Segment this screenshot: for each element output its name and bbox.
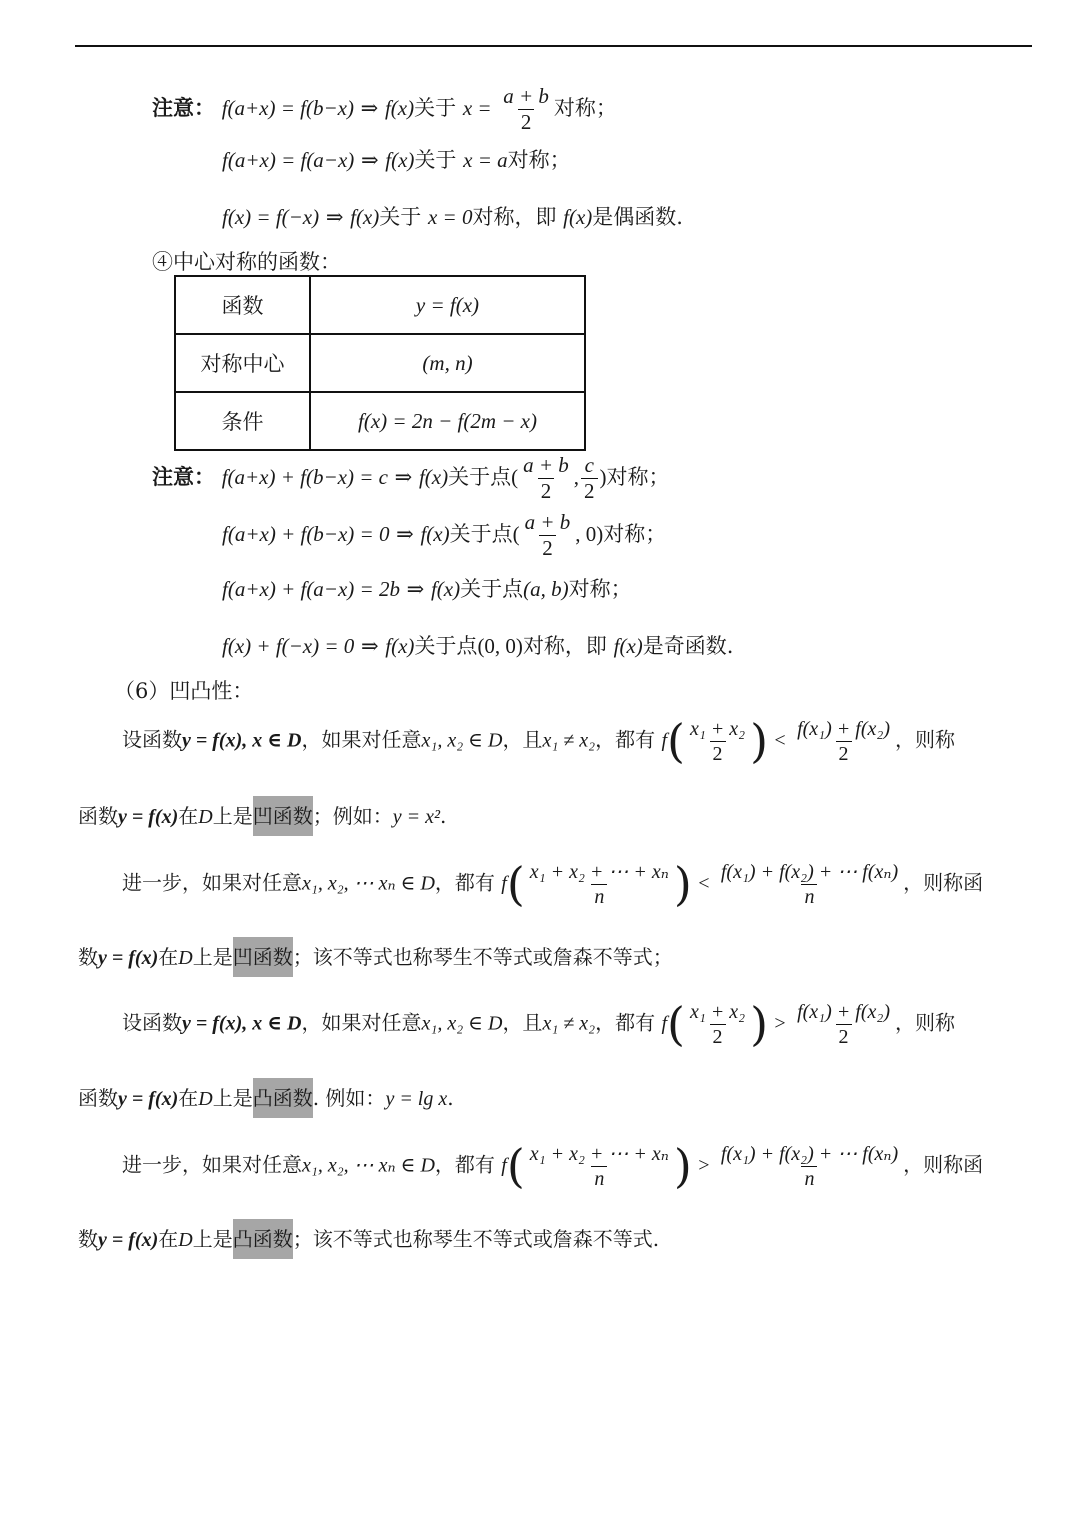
function-symbol: f(x) <box>563 205 593 229</box>
fraction-denominator: 2 <box>836 741 852 764</box>
text-tail: 对称； <box>606 465 670 489</box>
table-cell-label: 条件 <box>175 392 310 450</box>
relation-symbol: < <box>698 872 710 895</box>
text-tail: 是奇函数. <box>642 634 734 658</box>
argument-fraction <box>687 719 748 764</box>
text-about: 关于 <box>414 96 457 120</box>
domain-symbol: D <box>198 806 213 828</box>
paren-close: ) <box>750 997 769 1051</box>
para-text: 上是 <box>212 1086 253 1110</box>
note2-line2 <box>222 512 666 559</box>
para-text: ，如果对任意 <box>301 727 422 752</box>
note1-line2 <box>222 150 571 171</box>
function-expression: y = f(x) <box>98 947 159 969</box>
fraction-numerator: a + b <box>503 84 549 108</box>
average-fraction <box>718 862 901 907</box>
axis-expression: x = 0 <box>427 205 473 229</box>
para3-line1 <box>122 997 955 1051</box>
note-label: 注意： <box>152 95 215 120</box>
text-about: 关于点 <box>448 465 512 489</box>
implies-arrow: ⇒ <box>406 577 425 601</box>
para-text: ，则称函 <box>903 870 984 895</box>
fraction-denominator: 2 <box>836 1024 852 1047</box>
fraction-numerator: f(x₁) + f(x₂) <box>797 717 890 740</box>
center-x-fraction <box>520 455 572 502</box>
axis-prefix: x = <box>462 96 492 120</box>
fraction-denominator: n <box>801 1166 817 1189</box>
para-text: ，如果对任意 <box>301 1010 422 1035</box>
paren-open: ( <box>506 1139 525 1193</box>
para-text: 在 <box>158 1227 179 1251</box>
variable-set: x₁, x₂ ∈ D <box>421 1012 503 1035</box>
axis-expression: x = a <box>463 148 508 172</box>
highlighted-term: 凸函数 <box>233 1219 293 1259</box>
implies-arrow: ⇒ <box>360 96 379 120</box>
function-symbol: f(x) <box>418 465 449 489</box>
average-fraction <box>794 719 893 764</box>
function-symbol: f <box>661 1012 667 1035</box>
inequality-condition: x₁ ≠ x₂ <box>542 729 596 752</box>
fraction-denominator: 2 <box>710 1024 726 1047</box>
function-symbol: f <box>501 1154 507 1177</box>
table-row <box>175 334 585 392</box>
center-point: (a, b) <box>523 577 569 601</box>
paren-open: ( <box>511 465 519 489</box>
para-text: 在 <box>158 945 179 969</box>
variable-set: x₁, x₂ ∈ D <box>421 729 503 752</box>
para-text: 函数 <box>78 1086 118 1110</box>
implies-arrow: ⇒ <box>325 205 344 229</box>
para-text: 在 <box>178 1086 199 1110</box>
para-text: 数 <box>78 945 98 969</box>
para-text: 函数 <box>78 804 118 828</box>
formula-lhs: f(a+x) + f(b−x) = c <box>221 465 388 489</box>
formula-lhs: f(a+x) + f(a−x) = 2b <box>222 577 400 601</box>
para-text: . <box>439 804 447 828</box>
function-symbol: f(x) <box>385 148 415 172</box>
domain-symbol: D <box>178 1229 193 1251</box>
text-about: 关于点 <box>449 522 513 546</box>
para-text: ，则称函 <box>903 1152 984 1177</box>
function-symbol: f <box>501 872 507 895</box>
function-definition: y = f(x), x ∈ D <box>182 729 302 752</box>
variable-set: x₁, x₂, ⋯ xₙ ∈ D <box>302 1154 435 1177</box>
argument-fraction <box>527 1144 672 1189</box>
table-cell-value: (m, n) <box>310 334 585 392</box>
fraction-numerator: c <box>584 453 594 477</box>
text-tail: 是偶函数. <box>592 205 683 229</box>
fraction-denominator: n <box>591 884 607 907</box>
fraction-numerator: a + b <box>524 510 571 534</box>
fraction-denominator: n <box>801 884 817 907</box>
para-text: ；例如： <box>312 804 393 828</box>
para-text: . <box>447 1086 454 1110</box>
paren-close: , 0) <box>575 522 604 546</box>
para1-line1 <box>122 714 955 768</box>
para-text: ，则称 <box>894 1010 955 1035</box>
para-text: 设函数 <box>122 727 182 752</box>
argument-fraction <box>687 1002 748 1047</box>
table-cell-label: 函数 <box>175 276 310 334</box>
text-tail: 对称； <box>553 96 617 120</box>
average-fraction <box>718 1144 901 1189</box>
example-expression: y = lg x <box>385 1088 448 1110</box>
paren-open: ( <box>667 997 685 1051</box>
fraction-denominator: 2 <box>518 109 535 133</box>
paren-open: ( <box>506 857 525 911</box>
function-symbol: f(x) <box>385 634 415 658</box>
para-text: 设函数 <box>122 1010 182 1035</box>
fraction-denominator: 2 <box>581 478 598 502</box>
note2-line4 <box>222 636 733 657</box>
fraction-denominator: 2 <box>539 535 556 559</box>
highlighted-term: 凹函数 <box>233 937 293 977</box>
section6-title: （6）凹凸性： <box>114 679 254 703</box>
domain-symbol: D <box>178 947 193 969</box>
paren-close: ) <box>673 1139 692 1193</box>
para-text: 上是 <box>212 804 253 828</box>
note1-line1 <box>152 86 617 133</box>
paren-close: ) <box>750 714 769 768</box>
fraction-numerator: x₁ + x₂ <box>689 1000 746 1023</box>
fraction-denominator: 2 <box>710 741 726 764</box>
axis-fraction <box>500 86 552 133</box>
function-expression: y = f(x) <box>98 1229 159 1251</box>
formula-lhs: f(a+x) = f(a−x) <box>222 148 355 172</box>
text-tail: 对称； <box>507 148 571 172</box>
para-text: 进一步，如果对任意 <box>122 870 302 895</box>
function-expression: y = f(x) <box>118 806 179 828</box>
text-tail: 对称，即 <box>472 205 557 229</box>
section4-title: ④中心对称的函数： <box>152 250 341 274</box>
implies-arrow: ⇒ <box>396 522 414 546</box>
relation-symbol: < <box>774 729 786 752</box>
para4-line2 <box>78 1229 659 1250</box>
note2-line3 <box>222 579 632 600</box>
para-text: 上是 <box>192 1227 233 1251</box>
para2-line2 <box>78 947 673 968</box>
formula-lhs: f(a+x) = f(b−x) <box>221 96 354 120</box>
symmetry-table <box>174 275 586 451</box>
table-row <box>175 276 585 334</box>
function-expression: y = f(x) <box>118 1088 179 1110</box>
function-symbol: f(x) <box>613 634 643 658</box>
fraction-denominator: 2 <box>538 478 555 502</box>
paren-open: ( <box>667 714 685 768</box>
table-row <box>175 392 585 450</box>
fraction-numerator: a + b <box>523 453 569 477</box>
text-tail: 对称，即 <box>522 634 607 658</box>
center-point: (0, 0) <box>477 634 523 658</box>
text-tail: 对称； <box>603 522 667 546</box>
para4-line1 <box>122 1139 984 1193</box>
para-text: ，且 <box>502 727 543 752</box>
para-text: ，都有 <box>595 727 656 752</box>
paren-close: ) <box>599 465 607 489</box>
para-text: 进一步，如果对任意 <box>122 1152 302 1177</box>
text-about: 关于点 <box>460 577 524 601</box>
fraction-denominator: n <box>591 1166 607 1189</box>
comma: , <box>573 465 580 489</box>
formula-lhs: f(x) = f(−x) <box>222 205 320 229</box>
text-about: 关于 <box>379 205 422 229</box>
text-about: 关于 <box>414 148 457 172</box>
para1-line2 <box>78 806 446 827</box>
formula-lhs: f(a+x) + f(b−x) = 0 <box>222 522 390 546</box>
implies-arrow: ⇒ <box>360 634 379 658</box>
relation-symbol: > <box>774 1012 786 1035</box>
implies-arrow: ⇒ <box>360 148 379 172</box>
center-y-fraction <box>581 455 598 502</box>
table-cell-value: f(x) = 2n − f(2m − x) <box>310 392 585 450</box>
para-text: 在 <box>178 804 199 828</box>
fraction-numerator: f(x₁) + f(x₂) <box>797 1000 890 1023</box>
example-expression: y = x² <box>392 806 440 828</box>
implies-arrow: ⇒ <box>394 465 413 489</box>
function-symbol: f(x) <box>384 96 415 120</box>
function-symbol: f <box>661 729 667 752</box>
para-text: ，都有 <box>434 870 495 895</box>
fraction-numerator: f(x₁) + f(x₂) + ⋯ f(xₙ) <box>720 1142 899 1165</box>
note-label: 注意： <box>152 464 215 489</box>
function-symbol: f(x) <box>350 205 380 229</box>
text-tail: 对称； <box>568 577 632 601</box>
para-text: ；该不等式也称琴生不等式或詹森不等式； <box>292 945 673 969</box>
table-cell-label: 对称中心 <box>175 334 310 392</box>
para-text: ，则称 <box>894 727 955 752</box>
para-text: ，且 <box>502 1010 543 1035</box>
fraction-numerator: f(x₁) + f(x₂) + ⋯ f(xₙ) <box>720 860 899 883</box>
relation-symbol: > <box>698 1154 710 1177</box>
para-text: 数 <box>78 1227 98 1251</box>
note2-line1 <box>152 455 670 502</box>
para-text: ；该不等式也称琴生不等式或詹森不等式. <box>292 1227 660 1251</box>
note1-line3 <box>222 207 683 228</box>
header-rule <box>75 45 1032 47</box>
domain-symbol: D <box>198 1088 213 1110</box>
text-about: 关于点 <box>414 634 478 658</box>
argument-fraction <box>527 862 672 907</box>
fraction-numerator: x₁ + x₂ + ⋯ + xₙ <box>529 1142 669 1165</box>
center-x-fraction <box>522 512 574 559</box>
function-symbol: f(x) <box>430 577 461 601</box>
variable-set: x₁, x₂, ⋯ xₙ ∈ D <box>302 872 435 895</box>
para-text: ，都有 <box>595 1010 656 1035</box>
table-cell-value: y = f(x) <box>310 276 585 334</box>
paren-open: ( <box>512 522 520 546</box>
fraction-numerator: x₁ + x₂ <box>689 717 746 740</box>
average-fraction <box>794 1002 893 1047</box>
fraction-numerator: x₁ + x₂ + ⋯ + xₙ <box>529 860 669 883</box>
highlighted-term: 凹函数 <box>253 796 313 836</box>
function-symbol: f(x) <box>420 522 450 546</box>
paren-close: ) <box>673 857 692 911</box>
para2-line1 <box>122 857 984 911</box>
para-text: . 例如： <box>312 1086 386 1110</box>
function-definition: y = f(x), x ∈ D <box>182 1012 302 1035</box>
inequality-condition: x₁ ≠ x₂ <box>542 1012 596 1035</box>
highlighted-term: 凸函数 <box>253 1078 313 1118</box>
formula-lhs: f(x) + f(−x) = 0 <box>222 634 355 658</box>
para-text: 上是 <box>192 945 233 969</box>
para-text: ，都有 <box>434 1152 495 1177</box>
para3-line2 <box>78 1088 454 1109</box>
